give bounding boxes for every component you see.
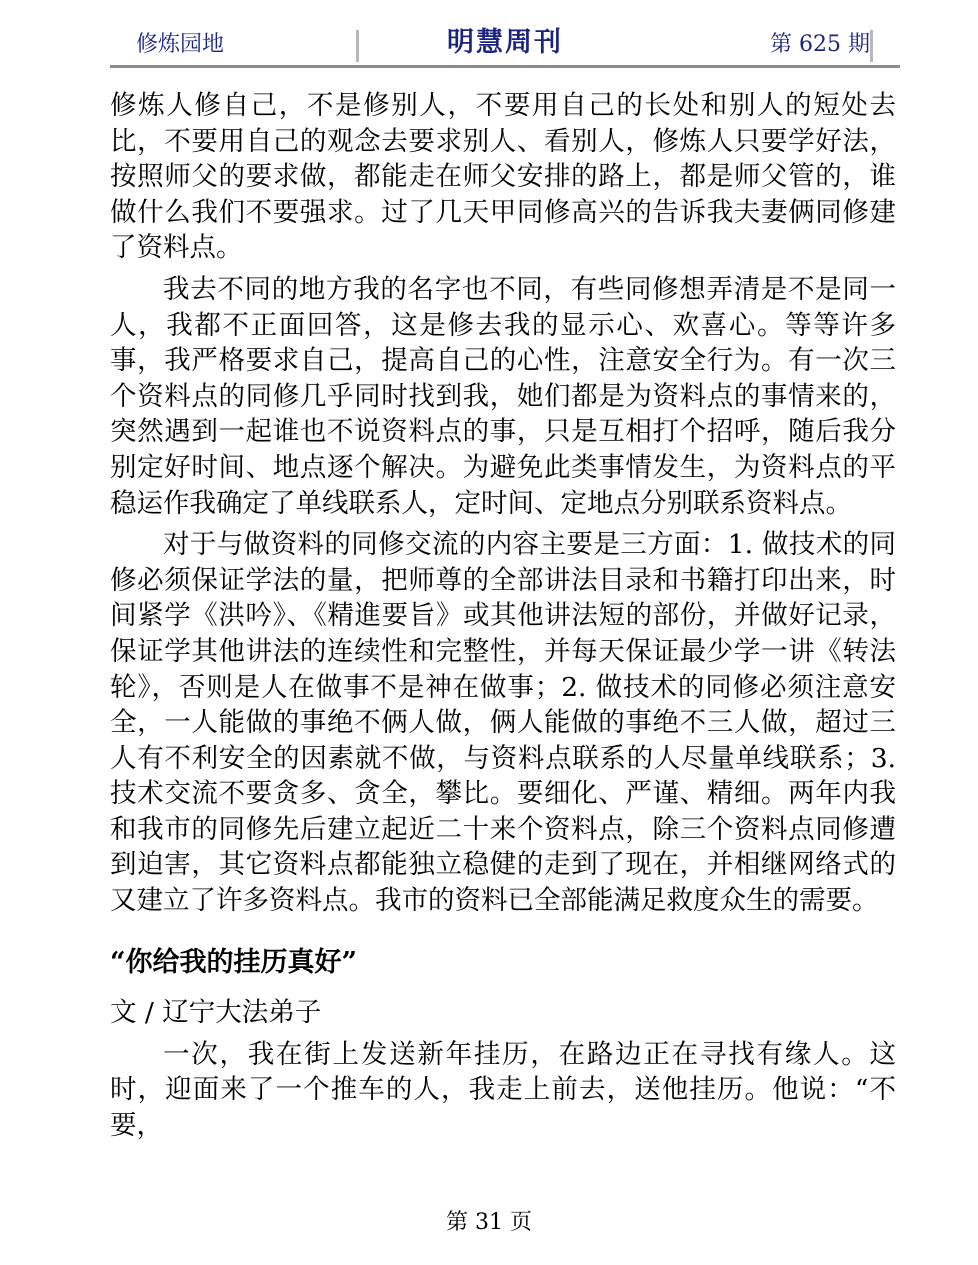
page-header [110,24,900,68]
header-section-name: 修炼园地 [136,32,225,57]
article-paragraph: 一次，我在街上发送新年挂历，在路边正在寻找有缘人。这时，迎面来了一个推车的人，我走上前去，送他挂历。他说：“不要， [110,1038,896,1141]
article-paragraph: 修炼人修自己，不是修别人，不要用自己的长处和别人的短处去比，不要用自己的观念去要求别人、看别人，修炼人只要学好法，按照师父的要求做，都能走在师父安排的路上，都是师父管的，谁做什么我们不要强求。过了几天甲同修高兴的告诉我夫妻俩同修建了资料点。 [110,90,896,264]
article-paragraph: 我去不同的地方我的名字也不同，有些同修想弄清是不是同一人，我都不正面回答，这是修去我的显示心、欢喜心。等等许多事，我严格要求自己，提高自己的心性，注意安全行为。有一次三个资料点的同修几乎同时找到我，她们都是为资料点的事情来的，突然遇到一起谁也不说资料点的事，只是互相打个招呼，随后我分别定好时间、地点逐个解决。为避免此类事情发生，为资料点的平稳运作我确定了单线联系人，定时间、定地点分别联系资料点。 [110,273,896,519]
article-byline: 文 / 辽宁大法弟子 [110,996,322,1028]
header-rule [110,65,900,68]
header-divider-right [870,30,873,62]
article-title: “你给我的挂历真好” [110,946,358,978]
page-body [110,88,896,1143]
header-publication-title: 明慧周刊 [447,27,563,58]
header-issue-number: 第 625 期 [770,32,870,57]
page-number: 第 31 页 [446,1210,532,1235]
article-paragraph: 对于与做资料的同修交流的内容主要是三方面：1. 做技术的同修必须保证学法的量，把师尊的全部讲法目录和书籍打印出来，时间紧学《洪吟》、《精進要旨》或其他讲法短的部份，并做好记录，保证学其他讲法的连续性和完整性，并每天保证最少学一讲《转法轮》，否则是人在做事不是神在做事；2. 做技术的同修必须注意安全，一人能做的事绝不俩人做，俩人能做的事绝不三人做，超过三人有不利安全的因素就不做，与资料点联系的人尽量单线联系；3. 技术交流不要贪多、贪全，攀比。要细化、严谨、精细。两年内我和我市的同修先后建立起近二十来个资料点，除三个资料点同修遭到迫害，其它资料点都能独立稳健的走到了现在，并相继网络式的又建立了许多资料点。我市的资料已全部能满足救度众生的需要。 [110,529,896,917]
